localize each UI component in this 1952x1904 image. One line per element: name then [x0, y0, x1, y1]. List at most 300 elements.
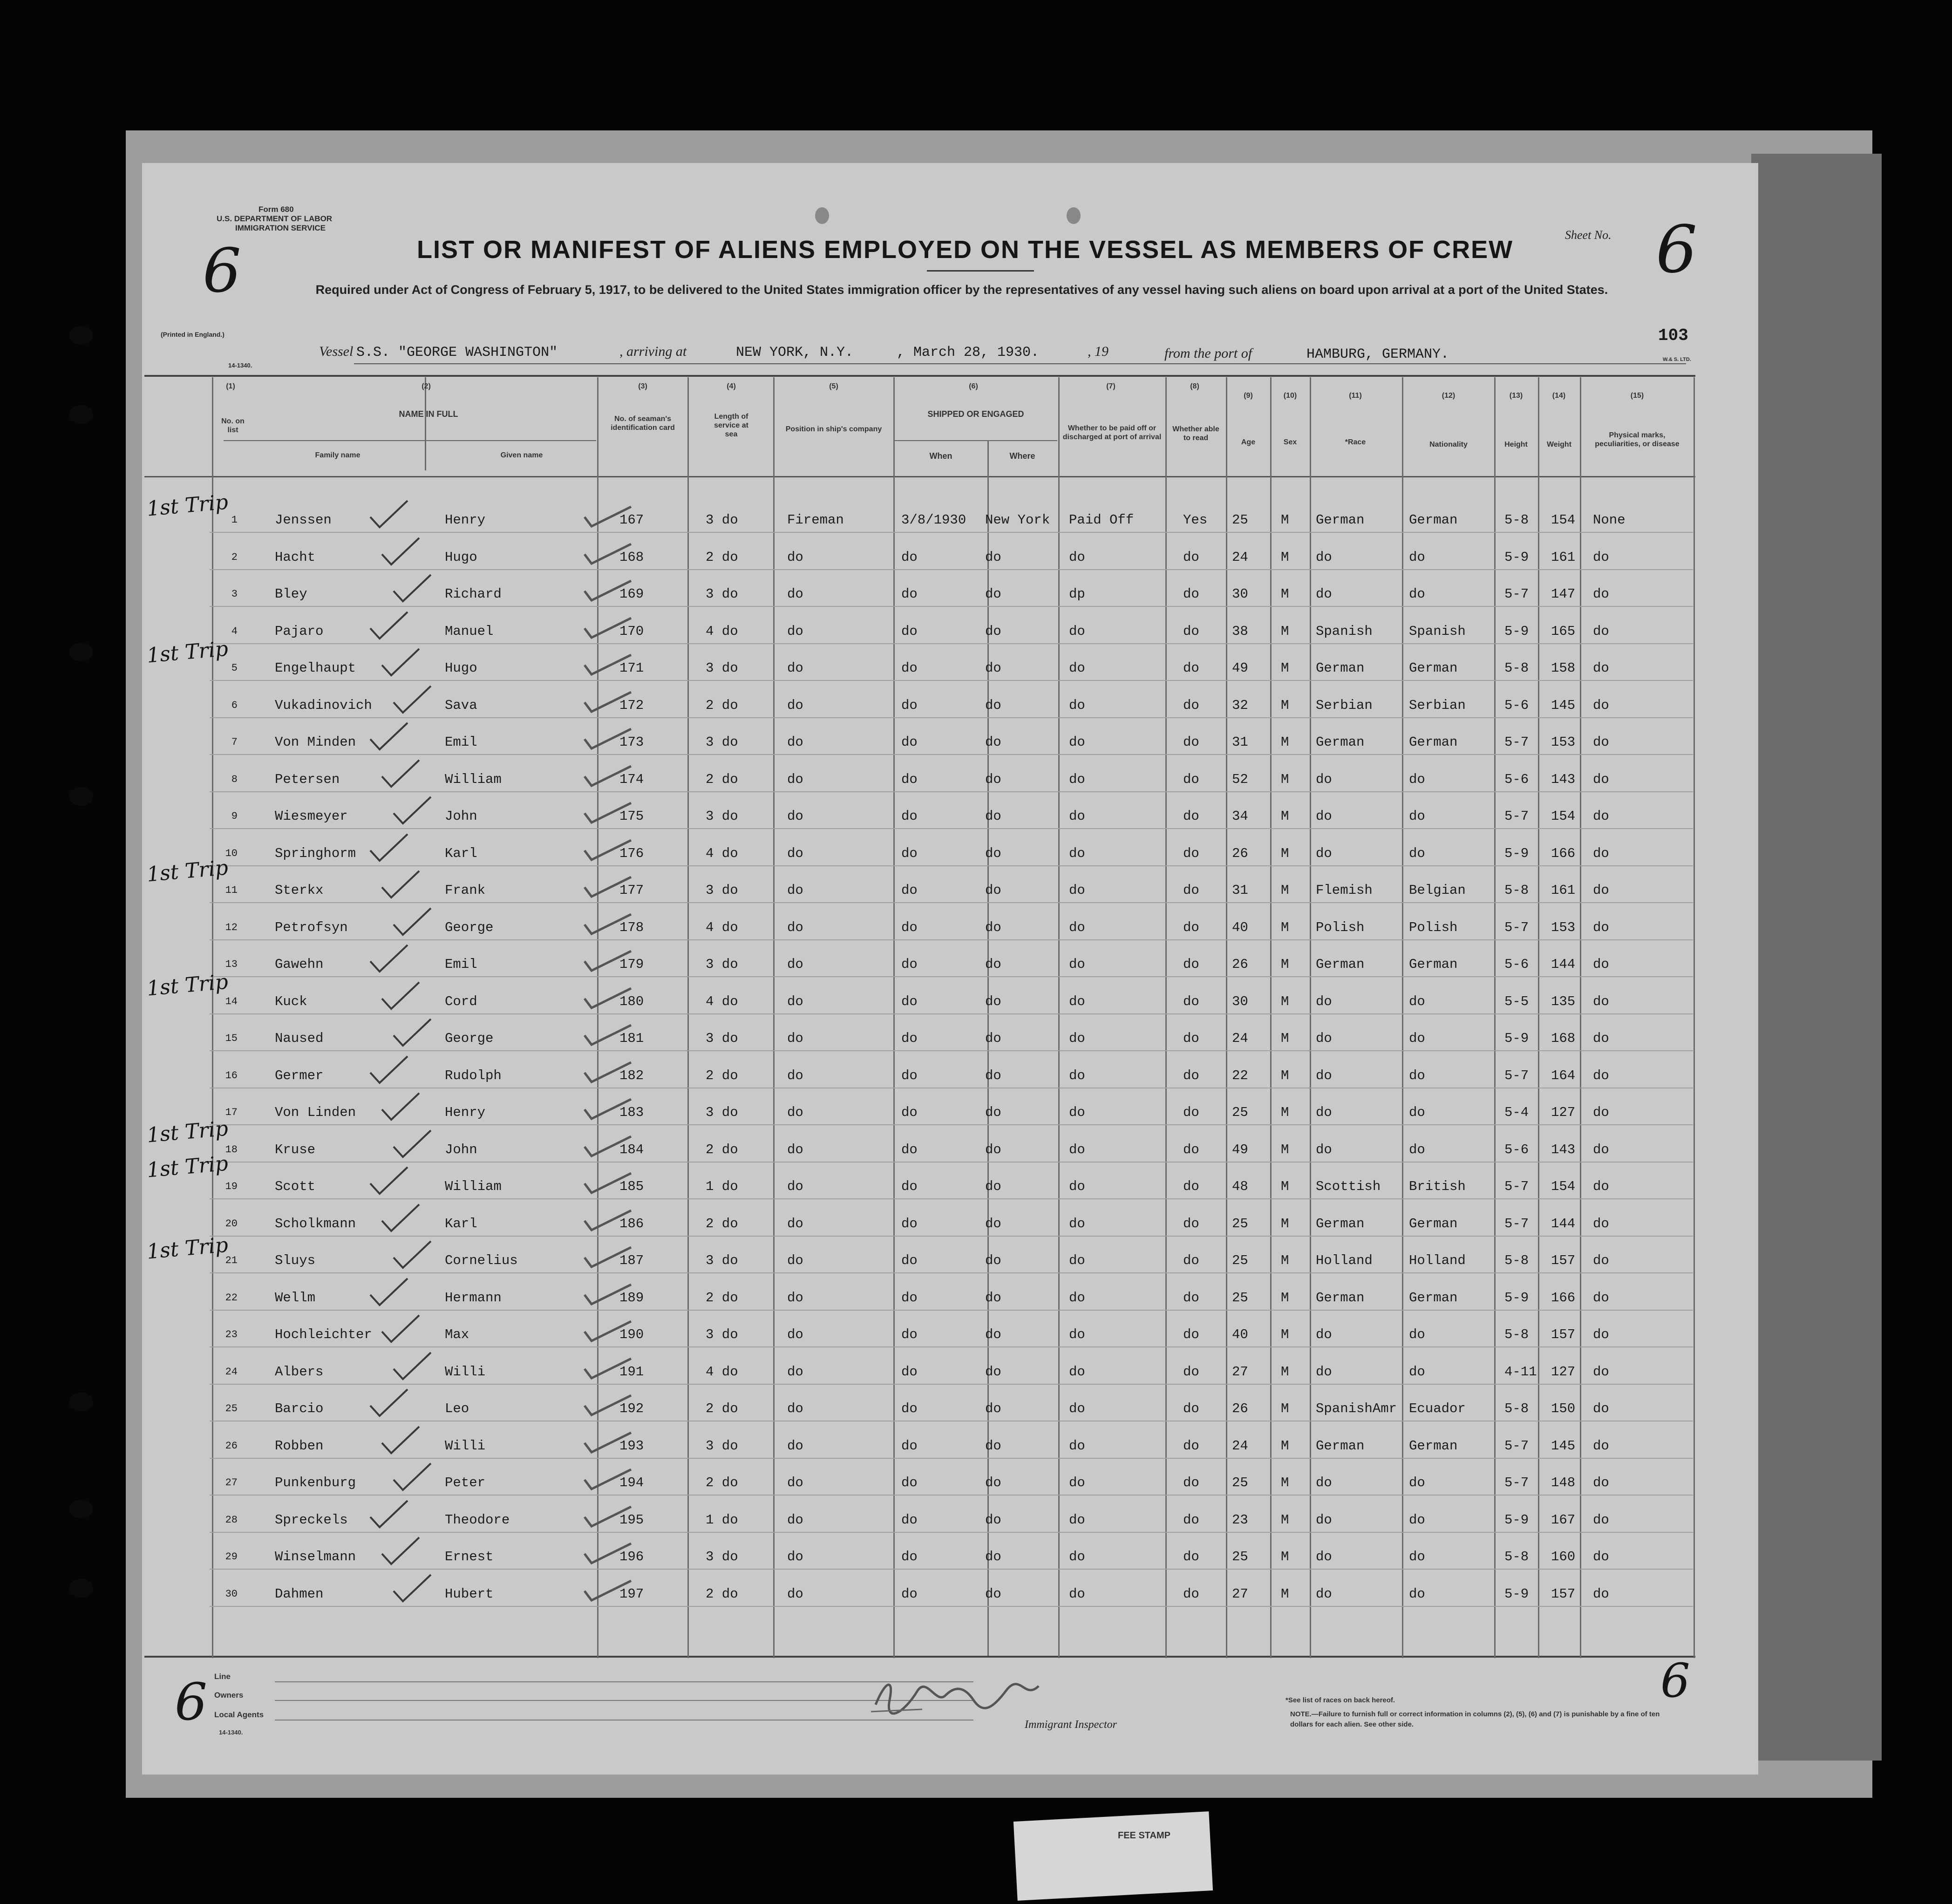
- height-cell: 5-6: [1504, 1142, 1529, 1157]
- service-length-cell: 3 do: [706, 512, 738, 528]
- weight-cell: 127: [1551, 1105, 1576, 1120]
- sex-cell: M: [1281, 1438, 1289, 1454]
- check-mark-icon: [582, 1355, 633, 1383]
- position-cell: do: [787, 1549, 803, 1564]
- family-name-cell: Spreckels: [275, 1512, 348, 1528]
- id-card-cell: 170: [619, 623, 644, 639]
- paid-off-cell: do: [1069, 1438, 1085, 1454]
- nationality-cell: do: [1409, 1364, 1425, 1380]
- weight-cell: 148: [1551, 1475, 1576, 1490]
- service-length-cell: 3 do: [706, 1031, 738, 1046]
- col11-header: *Race: [1345, 438, 1366, 446]
- check-mark-icon: [368, 1387, 410, 1420]
- sex-cell: M: [1281, 883, 1289, 898]
- physical-marks-cell: do: [1593, 1068, 1609, 1083]
- shipped-where-cell: do: [985, 845, 1001, 861]
- nationality-cell: German: [1409, 1438, 1458, 1454]
- row-number-cell: 5: [231, 662, 238, 674]
- sex-cell: M: [1281, 809, 1289, 824]
- age-cell: 31: [1232, 883, 1248, 898]
- height-cell: 5-9: [1504, 1512, 1529, 1528]
- sex-cell: M: [1281, 1105, 1289, 1120]
- nationality-cell: do: [1409, 809, 1425, 824]
- physical-marks-cell: do: [1593, 1475, 1609, 1490]
- given-name-cell: George: [445, 1031, 494, 1046]
- physical-marks-cell: do: [1593, 771, 1609, 787]
- check-mark-icon: [582, 1466, 633, 1494]
- paid-off-cell: do: [1069, 623, 1085, 639]
- check-mark-icon: [368, 1498, 410, 1531]
- height-cell: 5-6: [1504, 957, 1529, 972]
- sex-cell: M: [1281, 697, 1289, 713]
- service-length-cell: 2 do: [706, 1068, 738, 1083]
- paid-off-cell: do: [1069, 1142, 1085, 1157]
- family-name-cell: Germer: [275, 1068, 324, 1083]
- nationality-cell: British: [1409, 1179, 1466, 1194]
- position-cell: do: [787, 845, 803, 861]
- col7-number: (7): [1106, 382, 1115, 390]
- shipped-where-cell: do: [985, 697, 1001, 713]
- nationality-cell: do: [1409, 1512, 1425, 1528]
- position-cell: do: [787, 883, 803, 898]
- race-cell: do: [1316, 993, 1332, 1009]
- shipped-when-cell: do: [901, 1105, 918, 1120]
- nationality-cell: Polish: [1409, 919, 1458, 935]
- paid-off-cell: do: [1069, 1105, 1085, 1120]
- position-cell: do: [787, 1216, 803, 1231]
- id-card-cell: 184: [619, 1142, 644, 1157]
- able-to-read-cell: do: [1183, 1327, 1199, 1342]
- check-mark-icon: [582, 1133, 633, 1161]
- row-number-cell: 13: [225, 959, 238, 970]
- able-to-read-cell: do: [1183, 1142, 1199, 1157]
- shipped-when-cell: do: [901, 586, 918, 602]
- name-sub-rule: [224, 440, 596, 441]
- family-name-cell: Springhorm: [275, 845, 356, 861]
- race-cell: do: [1316, 1586, 1332, 1602]
- id-card-cell: 187: [619, 1253, 644, 1268]
- able-to-read-cell: do: [1183, 1068, 1199, 1083]
- physical-marks-cell: do: [1593, 697, 1609, 713]
- family-name-cell: Scott: [275, 1179, 316, 1194]
- able-to-read-cell: do: [1183, 623, 1199, 639]
- position-cell: do: [787, 623, 803, 639]
- id-card-cell: 180: [619, 993, 644, 1009]
- shipped-where-cell: do: [985, 1216, 1001, 1231]
- row-number-cell: 15: [225, 1033, 238, 1044]
- position-cell: do: [787, 1179, 803, 1194]
- weight-cell: 154: [1551, 512, 1576, 528]
- shipped-when-cell: do: [901, 1364, 918, 1380]
- shipped-where-cell: do: [985, 1438, 1001, 1454]
- family-name-cell: Bley: [275, 586, 307, 602]
- trip-note: 1st Trip: [146, 856, 229, 887]
- nationality-cell: German: [1409, 512, 1458, 528]
- able-to-read-cell: do: [1183, 1031, 1199, 1046]
- column-rule: [1694, 377, 1695, 1658]
- race-cell: Holland: [1316, 1253, 1373, 1268]
- race-cell: Flemish: [1316, 883, 1373, 898]
- physical-marks-cell: do: [1593, 549, 1609, 565]
- service-length-cell: 2 do: [706, 1216, 738, 1231]
- service-length-cell: 4 do: [706, 623, 738, 639]
- age-cell: 48: [1232, 1179, 1248, 1194]
- row-rule: [210, 1346, 1693, 1347]
- weight-cell: 157: [1551, 1586, 1576, 1602]
- row-rule: [210, 643, 1693, 644]
- age-cell: 49: [1232, 1142, 1248, 1157]
- col6-header: SHIPPED OR ENGAGED: [927, 409, 1024, 419]
- able-to-read-cell: do: [1183, 883, 1199, 898]
- id-card-cell: 196: [619, 1549, 644, 1564]
- check-mark-icon: [380, 536, 422, 568]
- paid-off-cell: do: [1069, 845, 1085, 861]
- race-cell: Serbian: [1316, 697, 1373, 713]
- shipped-when-cell: do: [901, 1068, 918, 1083]
- row-rule: [210, 828, 1693, 829]
- race-cell: do: [1316, 549, 1332, 565]
- service-length-cell: 3 do: [706, 1438, 738, 1454]
- col8-header: Whether able to read: [1172, 425, 1219, 442]
- col11-number: (11): [1349, 392, 1362, 400]
- shipped-sub-rule: [894, 440, 1057, 441]
- paid-off-cell: do: [1069, 1401, 1085, 1416]
- weight-cell: 143: [1551, 1142, 1576, 1157]
- family-name-cell: Scholkmann: [275, 1216, 356, 1231]
- paid-off-cell: do: [1069, 1179, 1085, 1194]
- nationality-cell: Spanish: [1409, 623, 1466, 639]
- physical-marks-cell: do: [1593, 1216, 1609, 1231]
- row-number-cell: 7: [231, 736, 238, 748]
- trip-note: 1st Trip: [146, 637, 229, 668]
- check-mark-icon: [582, 1207, 633, 1235]
- weight-cell: 144: [1551, 1216, 1576, 1231]
- check-mark-icon: [582, 503, 633, 531]
- race-cell: do: [1316, 1068, 1332, 1083]
- family-name-cell: Sluys: [275, 1253, 316, 1268]
- nationality-cell: do: [1409, 1327, 1425, 1342]
- paid-off-cell: do: [1069, 1068, 1085, 1083]
- id-card-cell: 167: [619, 512, 644, 528]
- service-length-cell: 3 do: [706, 734, 738, 750]
- shipped-where-cell: do: [985, 549, 1001, 565]
- nationality-cell: German: [1409, 660, 1458, 676]
- able-to-read-cell: do: [1183, 993, 1199, 1009]
- sex-cell: M: [1281, 1364, 1289, 1380]
- check-mark-icon: [391, 684, 433, 716]
- height-cell: 5-6: [1504, 697, 1529, 713]
- check-mark-icon: [368, 610, 410, 642]
- weight-cell: 166: [1551, 845, 1576, 861]
- nationality-cell: do: [1409, 771, 1425, 787]
- check-mark-icon: [582, 1170, 633, 1197]
- race-cell: Spanish: [1316, 623, 1373, 639]
- check-mark-icon: [582, 614, 633, 642]
- fee-stamp-label: FEE STAMP: [1118, 1830, 1170, 1841]
- requirement-text: Required under Act of Congress of February 5, 1917, to be delivered to the United States immigration officer by the representatives of any vessel having such aliens on board upon arrival at a port of the United States.: [315, 283, 1608, 297]
- id-card-cell: 172: [619, 697, 644, 713]
- col9-header: Age: [1241, 438, 1256, 446]
- position-cell: do: [787, 734, 803, 750]
- weight-cell: 144: [1551, 957, 1576, 972]
- service-length-cell: 3 do: [706, 809, 738, 824]
- col15-header: Physical marks, peculiarities, or disease: [1595, 431, 1680, 448]
- shipped-when-cell: do: [901, 660, 918, 676]
- sex-cell: M: [1281, 549, 1289, 565]
- family-name-cell: Winselmann: [275, 1549, 356, 1564]
- check-mark-icon: [380, 980, 422, 1013]
- paid-off-cell: do: [1069, 1031, 1085, 1046]
- shipped-where-cell: do: [985, 1290, 1001, 1306]
- height-cell: 5-8: [1504, 512, 1529, 528]
- age-cell: 38: [1232, 623, 1248, 639]
- row-rule: [210, 606, 1693, 607]
- height-cell: 5-8: [1504, 1549, 1529, 1564]
- nationality-cell: do: [1409, 845, 1425, 861]
- check-mark-icon: [582, 1318, 633, 1346]
- check-mark-icon: [582, 1244, 633, 1272]
- shipped-when-cell: 3/8/1930: [901, 512, 966, 528]
- id-card-cell: 189: [619, 1290, 644, 1306]
- family-name-cell: Robben: [275, 1438, 324, 1454]
- id-card-cell: 183: [619, 1105, 644, 1120]
- given-name-cell: Emil: [445, 734, 477, 750]
- check-mark-icon: [582, 1021, 633, 1049]
- sex-cell: M: [1281, 1549, 1289, 1564]
- paid-off-cell: Paid Off: [1069, 512, 1134, 528]
- id-card-cell: 192: [619, 1401, 644, 1416]
- row-rule: [210, 865, 1693, 866]
- given-name-cell: Henry: [445, 512, 486, 528]
- row-number-cell: 11: [225, 884, 238, 896]
- sheet-number: 6: [1656, 212, 1698, 288]
- able-to-read-cell: do: [1183, 771, 1199, 787]
- physical-marks-cell: do: [1593, 1142, 1609, 1157]
- paid-off-cell: do: [1069, 993, 1085, 1009]
- row-rule: [210, 902, 1693, 903]
- id-card-cell: 177: [619, 883, 644, 898]
- col2-number: (2): [422, 382, 431, 390]
- footer-code: 14-1340.: [219, 1729, 243, 1736]
- sex-cell: M: [1281, 1179, 1289, 1194]
- row-rule: [210, 1569, 1693, 1570]
- able-to-read-cell: do: [1183, 1475, 1199, 1490]
- row-number-cell: 23: [225, 1329, 238, 1340]
- given-name-cell: Peter: [445, 1475, 486, 1490]
- weight-cell: 161: [1551, 549, 1576, 565]
- height-cell: 5-4: [1504, 1105, 1529, 1120]
- shipped-when-cell: do: [901, 883, 918, 898]
- footer-line-label: Line: [214, 1672, 231, 1681]
- col7-header: Whether to be paid off or discharged at port of arrival: [1062, 424, 1162, 441]
- nationality-cell: do: [1409, 1549, 1425, 1564]
- physical-marks-cell: do: [1593, 660, 1609, 676]
- row-number-cell: 28: [225, 1514, 238, 1526]
- given-name-cell: William: [445, 1179, 502, 1194]
- shipped-where-cell: do: [985, 1512, 1001, 1528]
- height-cell: 5-9: [1504, 1290, 1529, 1306]
- row-rule: [210, 1310, 1693, 1311]
- title-rule: [927, 270, 1034, 272]
- able-to-read-cell: do: [1183, 1364, 1199, 1380]
- sex-cell: M: [1281, 771, 1289, 787]
- id-card-cell: 171: [619, 660, 644, 676]
- col6-number: (6): [969, 382, 978, 390]
- race-cell: German: [1316, 512, 1365, 528]
- race-cell: do: [1316, 586, 1332, 602]
- position-cell: do: [787, 957, 803, 972]
- check-mark-icon: [582, 799, 633, 827]
- race-cell: do: [1316, 1512, 1332, 1528]
- family-name-cell: Barcio: [275, 1401, 324, 1416]
- family-name-cell: Hochleichter: [275, 1327, 372, 1342]
- row-rule: [210, 1532, 1693, 1533]
- height-cell: 5-7: [1504, 1438, 1529, 1454]
- punch-hole: [69, 1500, 93, 1518]
- check-mark-icon: [582, 651, 633, 679]
- from-port-label: from the port of: [1164, 346, 1252, 361]
- race-cell: SpanishAmr: [1316, 1401, 1397, 1416]
- sex-cell: M: [1281, 1031, 1289, 1046]
- age-cell: 22: [1232, 1068, 1248, 1083]
- row-rule: [210, 717, 1693, 718]
- check-mark-icon: [380, 646, 422, 679]
- service-length-cell: 4 do: [706, 993, 738, 1009]
- service-length-cell: 4 do: [706, 919, 738, 935]
- check-mark-icon: [582, 873, 633, 901]
- height-cell: 5-6: [1504, 771, 1529, 787]
- nationality-cell: do: [1409, 549, 1425, 565]
- physical-marks-cell: do: [1593, 1364, 1609, 1380]
- col2-family-header: Family name: [315, 451, 360, 459]
- family-name-cell: Von Linden: [275, 1105, 356, 1120]
- physical-marks-cell: do: [1593, 586, 1609, 602]
- position-cell: do: [787, 809, 803, 824]
- col15-number: (15): [1630, 392, 1644, 400]
- check-mark-icon: [368, 1165, 410, 1197]
- able-to-read-cell: do: [1183, 1179, 1199, 1194]
- shipped-where-cell: New York: [985, 512, 1050, 528]
- shipped-where-cell: do: [985, 1401, 1001, 1416]
- service-length-cell: 3 do: [706, 586, 738, 602]
- weight-cell: 161: [1551, 883, 1576, 898]
- shipped-when-cell: do: [901, 845, 918, 861]
- nationality-cell: Serbian: [1409, 697, 1466, 713]
- height-cell: 4-11: [1504, 1364, 1537, 1380]
- shipped-when-cell: do: [901, 957, 918, 972]
- shipped-when-cell: do: [901, 1290, 918, 1306]
- col9-number: (9): [1244, 392, 1253, 400]
- given-name-cell: Manuel: [445, 623, 494, 639]
- height-cell: 5-8: [1504, 660, 1529, 676]
- check-mark-icon: [582, 1281, 633, 1309]
- shipped-where-cell: do: [985, 623, 1001, 639]
- position-cell: do: [787, 660, 803, 676]
- sex-cell: M: [1281, 660, 1289, 676]
- row-number-cell: 26: [225, 1440, 238, 1452]
- shipped-when-cell: do: [901, 1179, 918, 1194]
- vessel-label: Vessel: [319, 344, 354, 359]
- row-rule: [210, 680, 1693, 681]
- check-mark-icon: [582, 836, 633, 864]
- given-name-cell: William: [445, 771, 502, 787]
- race-cell: do: [1316, 1475, 1332, 1490]
- weight-cell: 157: [1551, 1253, 1576, 1268]
- check-mark-icon: [582, 725, 633, 753]
- shipped-when-cell: do: [901, 1475, 918, 1490]
- sex-cell: M: [1281, 1253, 1289, 1268]
- able-to-read-cell: do: [1183, 957, 1199, 972]
- row-number-cell: 27: [225, 1477, 238, 1489]
- given-name-cell: Emil: [445, 957, 477, 972]
- height-cell: 5-7: [1504, 1475, 1529, 1490]
- check-mark-icon: [380, 869, 422, 901]
- weight-cell: 166: [1551, 1290, 1576, 1306]
- given-name-cell: Hugo: [445, 660, 477, 676]
- race-cell: do: [1316, 1327, 1332, 1342]
- check-mark-icon: [582, 985, 633, 1013]
- col2-given-header: Given name: [500, 451, 543, 459]
- age-cell: 30: [1232, 586, 1248, 602]
- given-name-cell: Willi: [445, 1438, 486, 1454]
- height-cell: 5-8: [1504, 1327, 1529, 1342]
- year-field: , 19: [1088, 344, 1109, 359]
- weight-cell: 154: [1551, 809, 1576, 824]
- weight-cell: 147: [1551, 586, 1576, 602]
- form-code: 14-1340.: [228, 362, 252, 369]
- physical-marks-cell: do: [1593, 1105, 1609, 1120]
- age-cell: 23: [1232, 1512, 1248, 1528]
- check-mark-icon: [582, 1059, 633, 1087]
- age-cell: 25: [1232, 512, 1248, 528]
- id-card-cell: 168: [619, 549, 644, 565]
- family-name-cell: Gawehn: [275, 957, 324, 972]
- shipped-when-cell: do: [901, 1253, 918, 1268]
- weight-cell: 127: [1551, 1364, 1576, 1380]
- given-name-cell: Rudolph: [445, 1068, 502, 1083]
- height-cell: 5-9: [1504, 549, 1529, 565]
- family-name-cell: Petersen: [275, 771, 340, 787]
- row-rule: [210, 1272, 1693, 1273]
- check-mark-icon: [380, 1313, 422, 1346]
- row-number-cell: 25: [225, 1403, 238, 1414]
- position-cell: do: [787, 1475, 803, 1490]
- paid-off-cell: do: [1069, 1549, 1085, 1564]
- race-cell: do: [1316, 1549, 1332, 1564]
- check-mark-icon: [582, 1392, 633, 1420]
- family-name-cell: Sterkx: [275, 883, 324, 898]
- physical-marks-cell: do: [1593, 809, 1609, 824]
- position-cell: do: [787, 1068, 803, 1083]
- vessel-name: S.S. "GEORGE WASHINGTON": [356, 345, 558, 360]
- col1-number: (1): [226, 382, 235, 390]
- id-card-cell: 181: [619, 1031, 644, 1046]
- able-to-read-cell: do: [1183, 1401, 1199, 1416]
- id-card-cell: 194: [619, 1475, 644, 1490]
- check-mark-icon: [391, 572, 433, 605]
- weight-cell: 143: [1551, 771, 1576, 787]
- weight-cell: 150: [1551, 1401, 1576, 1416]
- check-mark-icon: [368, 498, 410, 531]
- family-name-cell: Kuck: [275, 993, 307, 1009]
- nationality-cell: do: [1409, 993, 1425, 1009]
- race-cell: German: [1316, 660, 1365, 676]
- shipped-when-cell: do: [901, 1327, 918, 1342]
- height-cell: 5-7: [1504, 919, 1529, 935]
- height-cell: 5-7: [1504, 1068, 1529, 1083]
- sex-cell: M: [1281, 623, 1289, 639]
- race-cell: German: [1316, 1438, 1365, 1454]
